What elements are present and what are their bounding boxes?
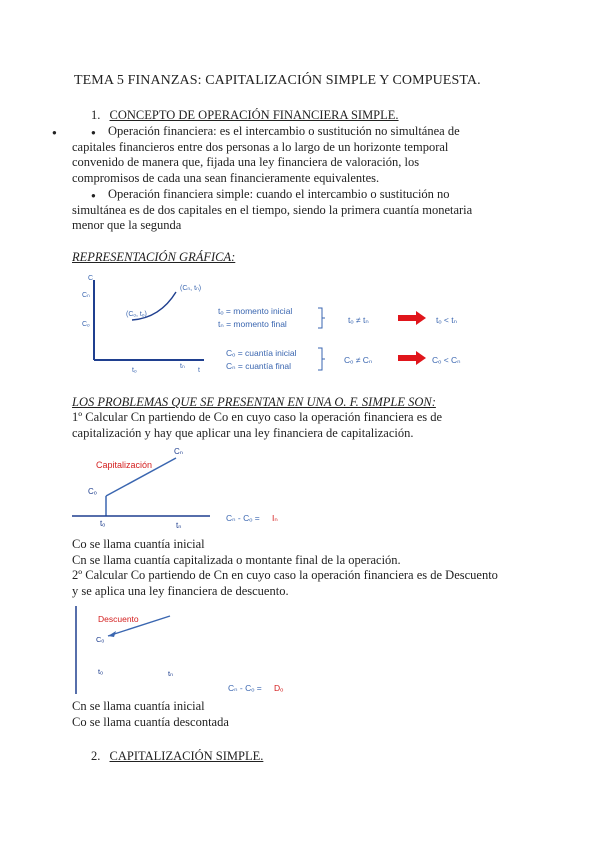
start-point-label: (Cₒ, tₒ) bbox=[126, 311, 147, 318]
bullet-2-line-0: Operación financiera simple: cuando el intercambio o sustitución no bbox=[108, 187, 450, 201]
bullet-1-line-2: convenido de manera que, fijada una ley financiera de valoración, los bbox=[72, 155, 420, 169]
capitalizacion-diagram bbox=[72, 444, 216, 534]
fig2-co-label: Cₒ bbox=[88, 487, 97, 496]
section-2-number: 2. bbox=[91, 749, 101, 763]
c-line-2: Cₙ = cuantía final bbox=[226, 361, 292, 371]
co-label: Cₒ bbox=[82, 321, 90, 328]
after-fig3-line-1: Co se llama cuantía descontada bbox=[72, 714, 229, 729]
fig2-tn-label: tₙ bbox=[176, 521, 182, 530]
descuento-diagram bbox=[72, 604, 220, 696]
bullet-dot-1: ● bbox=[91, 128, 96, 137]
bullet-1-line-0: ● Operación financiera: es el intercambio o sustitución no simultánea de bbox=[72, 124, 460, 140]
bullet-2-line-1: simultánea es de dos capitales en el tiempo, siendo la primera cuantía monetaria bbox=[72, 202, 473, 217]
fig2-t0-label: tₒ bbox=[100, 519, 106, 528]
descuento-formula bbox=[222, 678, 294, 696]
cn-label: Cₙ bbox=[82, 292, 90, 299]
bullet-1-line-3: compromisos de cada una sean financieramente equivalentes. bbox=[72, 170, 380, 185]
diagram-3-background bbox=[72, 604, 220, 696]
tn-label: tₙ bbox=[180, 363, 185, 370]
section-1-number: 1. bbox=[91, 108, 101, 122]
after-fig3-text bbox=[72, 699, 229, 730]
after-fig2-line-3: y se aplica una ley financiera de descuento. bbox=[72, 583, 289, 598]
problem-1-text bbox=[72, 410, 442, 441]
section-2-heading bbox=[91, 749, 263, 765]
problem-1-line-1: capitalización y hay que aplicar una ley financiera de capitalización. bbox=[72, 425, 414, 440]
capital-legend bbox=[214, 342, 470, 378]
fig3-co-label: Cₒ bbox=[96, 635, 105, 644]
section-2-title: CAPITALIZACIÓN SIMPLE. bbox=[109, 749, 264, 763]
end-point-label: (Cₙ, tₙ) bbox=[180, 285, 202, 292]
after-fig2-line-0: Co se llama cuantía inicial bbox=[72, 537, 205, 551]
problem-1-line-0: 1º Calcular Cn partiendo de Co en cuyo caso la operación financiera es de bbox=[72, 410, 443, 424]
section-1-heading bbox=[91, 108, 399, 124]
time-legend bbox=[214, 300, 470, 336]
fig3-tn-label: tₙ bbox=[168, 669, 174, 678]
bullet-1-line-1: capitales financieros entre dos personas a lo largo de un horizonte temporal bbox=[72, 139, 449, 154]
after-fig2-text bbox=[72, 537, 498, 599]
capital-time-diagram bbox=[72, 268, 214, 376]
formula-3-right: Dₒ bbox=[274, 683, 284, 693]
c-neq: Cₒ ≠ Cₙ bbox=[344, 355, 373, 365]
bullet-operacion-simple bbox=[72, 187, 472, 234]
page-title: TEMA 5 FINANZAS: CAPITALIZACIÓN SIMPLE Y COMPUESTA. bbox=[74, 73, 481, 88]
formula-2-left: Cₙ - Cₒ = bbox=[226, 513, 260, 523]
bullet-2-line-2: menor que la segunda bbox=[72, 218, 182, 232]
graph-heading: REPRESENTACIÓN GRÁFICA: bbox=[72, 250, 236, 264]
capitalizacion-formula bbox=[220, 508, 292, 526]
section-1-title: CONCEPTO DE OPERACIÓN FINANCIERA SIMPLE. bbox=[109, 108, 399, 122]
formula-3-left: Cₙ - Cₒ = bbox=[228, 683, 262, 693]
fig2-cn-label: Cₙ bbox=[174, 447, 183, 456]
t-neq: tₒ ≠ tₙ bbox=[348, 315, 369, 325]
y-axis-label: C bbox=[88, 275, 94, 282]
t-result: tₒ < tₙ bbox=[436, 315, 458, 325]
bullet-operacion-financiera bbox=[72, 124, 460, 186]
problems-heading: LOS PROBLEMAS QUE SE PRESENTAN EN UNA O. F. SIMPLE SON: bbox=[72, 395, 436, 409]
bullet-dot-2: ● bbox=[91, 191, 96, 200]
after-fig3-line-0: Cn se llama cuantía inicial bbox=[72, 699, 205, 713]
descuento-label: Descuento bbox=[98, 614, 139, 624]
c-result: Cₒ < Cₙ bbox=[432, 355, 461, 365]
t-line-1: tₒ = momento inicial bbox=[218, 306, 293, 316]
t0-label: tₒ bbox=[132, 367, 137, 374]
t-end-label: t bbox=[198, 367, 200, 374]
fig3-t0-label: tₒ bbox=[98, 667, 103, 676]
after-fig2-line-1: Cn se llama cuantía capitalizada o montante final de la operación. bbox=[72, 552, 401, 567]
t-line-2: tₙ = momento final bbox=[218, 319, 287, 329]
c-line-1: Cₒ = cuantía inicial bbox=[226, 348, 297, 358]
after-fig2-line-2: 2º Calcular Co partiendo de Cn en cuyo caso la operación financiera es de Descuento bbox=[72, 568, 498, 582]
formula-2-right: Iₙ bbox=[272, 513, 278, 523]
capitalizacion-label: Capitalización bbox=[96, 460, 153, 470]
